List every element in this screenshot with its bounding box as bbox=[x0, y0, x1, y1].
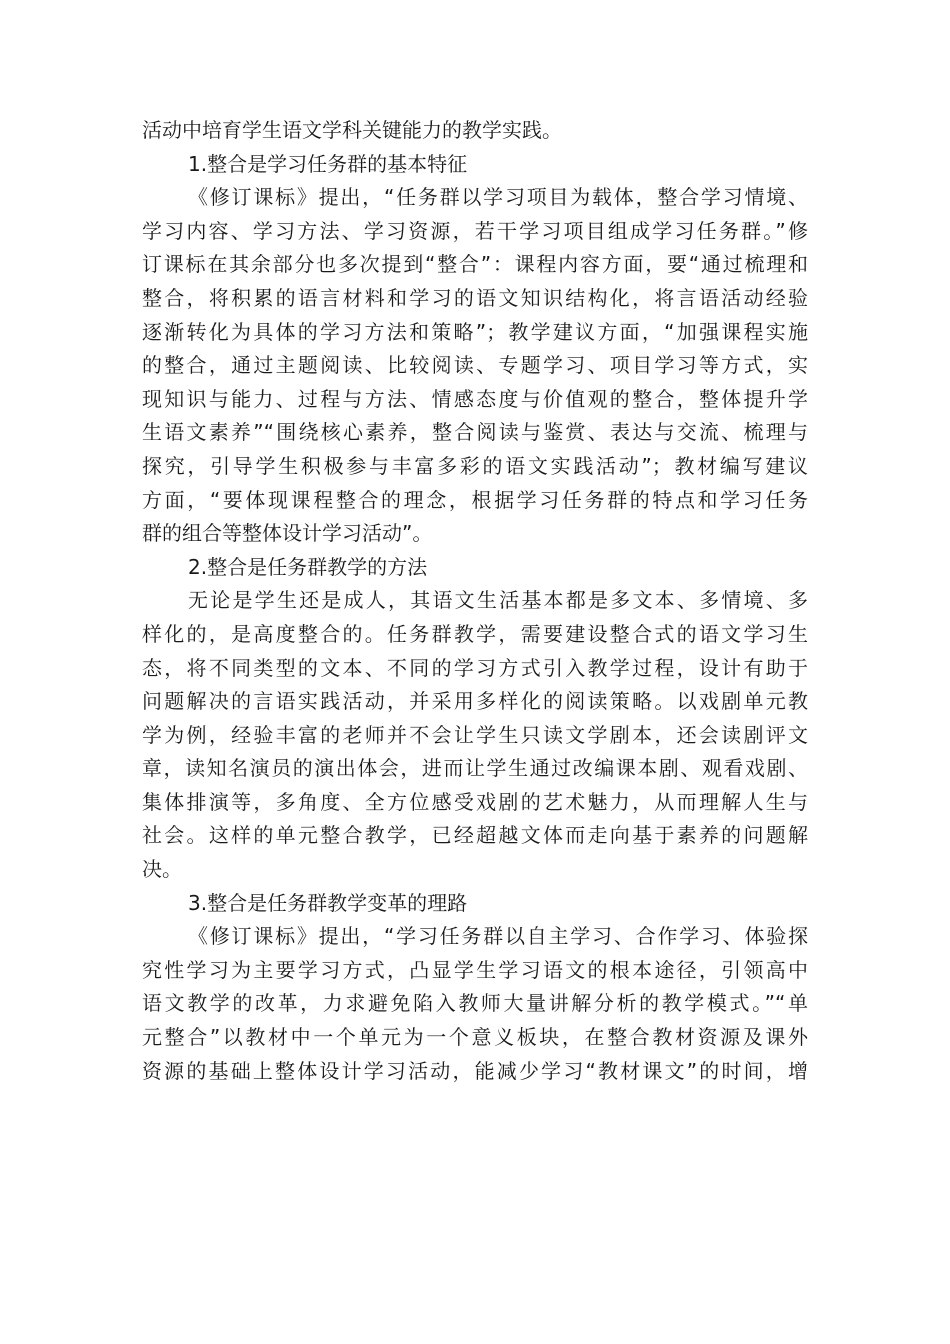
text-line: 集体排演等，多角度、全方位感受戏剧的艺术魅力，从而理解人生与 bbox=[142, 789, 808, 814]
text-line: 学为例，经验丰富的老师并不会让学生只读文学剧本，还会读剧评文 bbox=[142, 722, 808, 747]
text-line: 样化的，是高度整合的。任务群教学，需要建设整合式的语文学习生 bbox=[142, 621, 808, 646]
text-line: 元整合”以教材中一个单元为一个意义板块，在整合教材资源及课外 bbox=[142, 1025, 808, 1050]
text-line: 语文教学的改革，力求避免陷入教师大量讲解分析的教学模式。”“单 bbox=[142, 991, 808, 1016]
text-line: 活动中培育学生语文学科关键能力的教学实践。 bbox=[142, 118, 562, 142]
text-line: 整合，将积累的语言材料和学习的语文知识结构化，将言语活动经验 bbox=[142, 285, 808, 310]
text-line: 1.整合是学习任务群的基本特征 bbox=[188, 151, 468, 176]
text-line: 逐渐转化为具体的学习方法和策略”；教学建议方面，“加强课程实施 bbox=[142, 319, 808, 344]
text-line: 3.整合是任务群教学变革的理路 bbox=[188, 890, 468, 915]
text-line: 生语文素养”“围绕核心素养，整合阅读与鉴赏、表达与交流、梳理与 bbox=[142, 420, 808, 445]
text-line: 现知识与能力、过程与方法、情感态度与价值观的整合，整体提升学 bbox=[142, 386, 808, 411]
text-line: 2.整合是任务群教学的方法 bbox=[188, 554, 428, 579]
text-line: 《修订课标》提出，“任务群以学习项目为载体，整合学习情境、 bbox=[188, 185, 808, 210]
text-line: 《修订课标》提出，“学习任务群以自主学习、合作学习、体验探 bbox=[188, 924, 808, 949]
text-line: 态，将不同类型的文本、不同的学习方式引入教学过程，设计有助于 bbox=[142, 655, 808, 680]
text-line: 方面，“要体现课程整合的理念，根据学习任务群的特点和学习任务 bbox=[142, 487, 808, 512]
text-line: 探究，引导学生积极参与丰富多彩的语文实践活动”；教材编写建议 bbox=[142, 453, 808, 478]
text-line: 社会。这样的单元整合教学，已经超越文体而走向基于素养的问题解 bbox=[142, 823, 808, 848]
text-line: 章，读知名演员的演出体会，进而让学生通过改编课本剧、观看戏剧、 bbox=[142, 756, 808, 781]
text-line: 资源的基础上整体设计学习活动，能减少学习“教材课文”的时间，增 bbox=[142, 1058, 808, 1083]
text-line: 问题解决的言语实践活动，并采用多样化的阅读策略。以戏剧单元教 bbox=[142, 689, 808, 714]
text-line: 的整合，通过主题阅读、比较阅读、专题学习、项目学习等方式，实 bbox=[142, 353, 808, 378]
text-line: 学习内容、学习方法、学习资源，若干学习项目组成学习任务群。”修 bbox=[142, 218, 808, 243]
text-line: 订课标在其余部分也多次提到“整合”：课程内容方面，要“通过梳理和 bbox=[142, 252, 808, 277]
text-line: 群的组合等整体设计学习活动”。 bbox=[142, 521, 433, 546]
text-line: 究性学习为主要学习方式，凸显学生学习语文的根本途径，引领高中 bbox=[142, 957, 808, 982]
text-line: 无论是学生还是成人，其语文生活基本都是多文本、多情境、多 bbox=[188, 588, 808, 613]
text-line: 决。 bbox=[142, 857, 182, 882]
